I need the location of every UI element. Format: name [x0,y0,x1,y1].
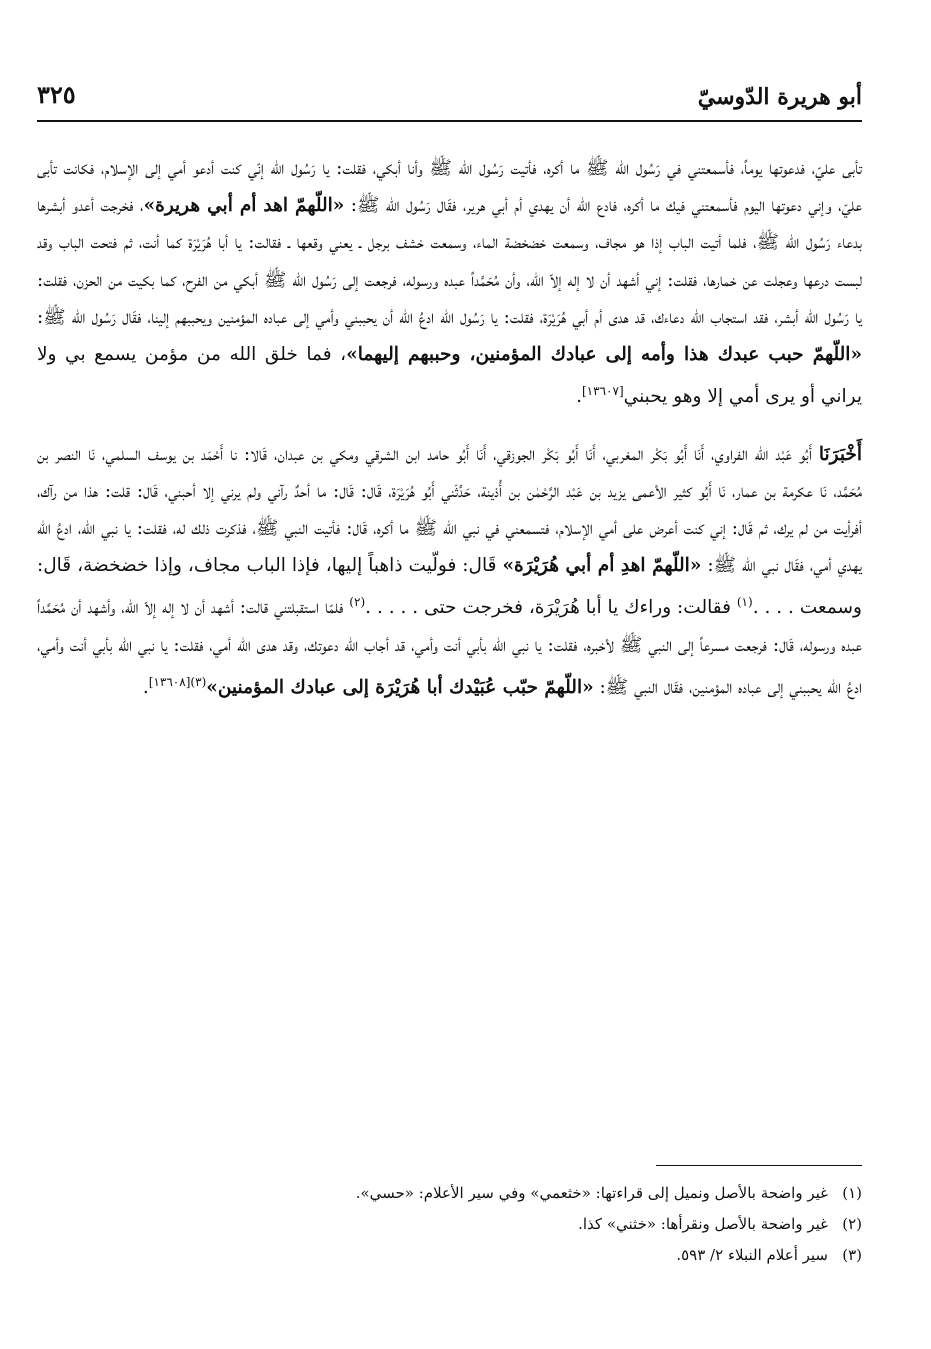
footnote-text: غير واضحة بالأصل ونقرأها: «خثني» كذا. [578,1215,828,1233]
footnote-1 [37,1178,862,1209]
header-title: أبو هريرة الدّوسيّ [697,84,862,110]
footnote-marker: (٣) [190,674,207,689]
paragraph-1 [37,150,862,416]
footnote-divider [656,1165,862,1166]
footnote-text: غير واضحة بالأصل ونميل إلى قراءتها: «خثعمي» وفي سير الأعلام: «حسي». [355,1184,828,1202]
main-text [37,150,862,706]
text-run: تأبى عليّ، فدعوتها يوماً، فأسمعتني في رَسُول الله ﷺ ما أكره، فأتيت رَسُول الله ﷺ وأنا أبكي، فقلت: يا رَسُول الله إنّي كنت أدعو أمي إلى الإسلام، فكانت تأبى عليّ، وإني دعوتها اليوم فأسمعتني فيك ما أكره، فادع الله أن يهدي أم أبي هرير، فقَال رَسُول الله ﷺ: [37,158,862,217]
full-stop: . [576,386,582,408]
text-run: ، فما خلق الله من مؤمن يسمع بي ولا يراني أو يرى أمي إلا وهو يحبني [37,344,862,408]
footnote-number: (٣) [842,1246,862,1264]
text-run: أَبُو عَبْد اللّه الفراوي، أَنَا أَبُو بَكْر المغربي، أَنَا أَبُو بَكْر الجوزقي، أَنَا أَبُو حامد ابن الشرقي ومكي بن عبدان، قَالا: نا أَحْمَد بن يوسف السلمي، نَا النصر بن مُحَمَّد، نَا عكرمة بن عمار، نَا أَبُو كثير الأعمى يزيد بن عَبْد الرَّحْمٰن بن أُذينة، حَدَّثَني أَبُو هُرَيْرَة، قَال: قَال: ما أحدٌ رآني ولم يرني إلا أحبني، قَال: قلت: هذا من رآك، أفرأيت من لم يرك، ثم قَال: إني كنت أعرض على أمي الإسلام، فتسمعني في نبي الله ﷺ ما أكره، قَال: فأتيت النبي ﷺ، فذكرت ذلك له، فقلت: يا نبي الله، ادعُ الله يهدي أمي، فقَال نبي الله ﷺ: [37,443,862,577]
footnote-number: (٢) [842,1215,862,1233]
bold-quote: «اللّهمّ حبّب عُبَيْدك أبا هُرَيْرَة إلى عبادك المؤمنين» [206,677,594,699]
text-run: ، فخرجت أعدو أبشرها بدعاء رَسُول الله ﷺ، فلما أتيت الباب إذا هو مجاف، وسمعت خضخضة الماء، وسمعت خشف برجل ـ يعني وقعها ـ فقالت: يا أبا هُرَيْرَة كما أنت، ثم فتحت الباب وقد لبست درعها وعجلت عن خمارها، فقلت: إني أشهد أن لا إله إلاّ الله، وأن مُحَمَّداً عبده ورسوله، فرجعت إلى رَسُول الله ﷺ أبكي من الفرح، كما بكيت من الحزن، فقلت: يا رَسُول الله أبشر، فقد استجاب الله دعاءك، قد هدى أم أبي هُرَيْرَة، فقلت: يا رَسُول الله ادعُ الله أن يحببني وأمي إلى عباده المؤمنين ويحببهم إلينا، فقَال رَسُول الله ﷺ: [37,195,862,328]
reference-number: [١٣٦٠٧] [581,384,624,399]
reference-number: [١٣٦٠٨] [148,674,191,689]
footnote-marker: (١) [736,595,753,610]
text-run: فلمّا استقبلتني قالت: أشهد أن لا إله إلاّ الله، وأشهد أن مُحَمَّداً عبده ورسوله، قَال: فرجعت مسرعاً إلى النبي ﷺ لأخبره، فقلت: يا نبي الله بأبي أنت وأمي، قد أجاب الله دعوتك، وقد هدى الله أمي، فقلت: يا نبي الله بأبي أنت وأمي، ادعُ الله يحببني إلى عباده المؤمنين، فقَال النبي ﷺ: [37,597,862,699]
bold-quote: «اللّهمّ اهدِ أم أبي هُرَيْرَة» [502,555,702,577]
footnote-2 [37,1209,862,1240]
text-run: فقالت: وراءك يا أبا هُرَيْرَة، فخرجت حتى . . . . . [365,597,737,619]
running-header [37,80,862,122]
footnote-number: (١) [842,1184,862,1202]
text-run: قَال: فولّيت ذاهباً إليها، فإذا الباب مجاف، وإذا خضخضة، قَال: وسمعت . . . . [37,555,862,619]
bold-quote: «اللّهمّ اهد أم أبي هريرة» [143,195,345,217]
footnote-marker: (٢) [349,595,366,610]
footnote-3 [37,1240,862,1271]
isnad-lead: أَخْبَرَنَا [818,443,862,465]
footnote-text: سير أعلام النبلاء ٢/ ٥٩٣. [676,1246,828,1264]
paragraph-2 [37,436,862,707]
bold-quote: «اللّهمّ حبب عبدك هذا وأمه إلى عبادك المؤمنين، وحببهم إليهما» [346,344,863,366]
footnotes [37,1178,862,1271]
full-stop: . [142,677,149,699]
page-number: ٣٢٥ [37,80,76,109]
